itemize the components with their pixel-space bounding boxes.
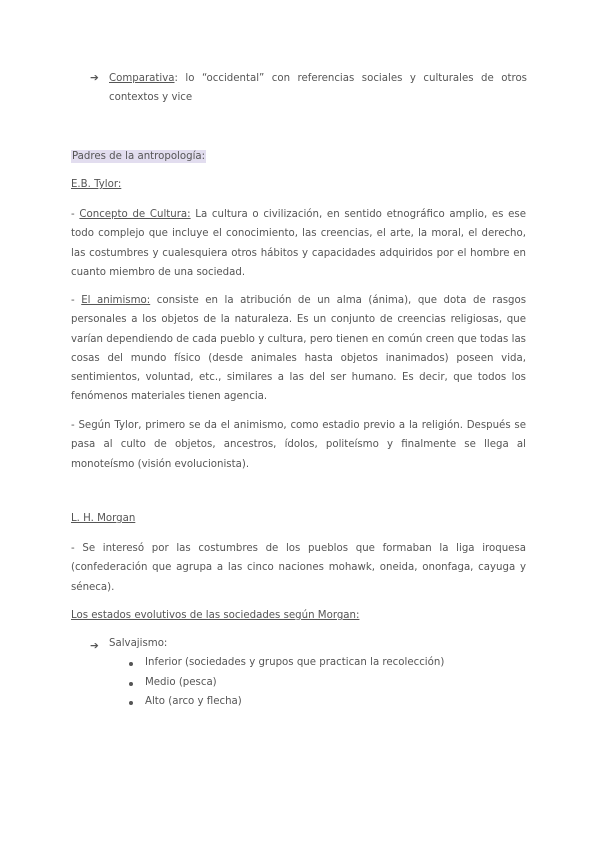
sub-item-alto: Alto (arco y flecha) — [145, 696, 242, 707]
comparativa-item — [109, 69, 527, 108]
animismo-text: consiste en la atribución de un alma (ánima), que dota de rasgos personales a los objetos de la naturaleza. Es un conjunto de creencias religiosas, que varían dependiendo de cada pueblo y cultura, pero tienen en común creen que todas las cosas del mundo físico (desde animales hasta objetos inanimados) poseen vida, sentimientos, voluntad, etc., similares a las del ser humano. Es decir, que todos los fenómenos materiales tienen agencia. — [71, 295, 527, 403]
comparativa-term: Comparativa — [109, 73, 175, 84]
comparativa-text: : lo “occidental” con referencias sociales y culturales de otros contextos y vice — [109, 73, 527, 104]
morgan-heading: L. H. Morgan — [71, 513, 136, 524]
animismo-term: El animismo: — [81, 295, 151, 306]
bullet-dot-icon — [129, 682, 133, 686]
salvajismo-item: Salvajismo: — [109, 638, 168, 649]
padres-heading — [71, 151, 206, 162]
arrow-bullet-icon: ➔ — [90, 640, 99, 652]
sub-item-medio: Medio (pesca) — [145, 677, 217, 688]
padres-heading-text: Padres de la antropología: — [72, 151, 206, 162]
concepto-cultura-term: Concepto de Cultura: — [79, 209, 191, 220]
bullet-dot-icon — [129, 701, 133, 705]
p2-prefix: - — [71, 295, 82, 306]
morgan-subheading: Los estados evolutivos de las sociedades según Morgan: — [71, 610, 360, 621]
morgan-paragraph: - Se interesó por las costumbres de los pueblos que formaban la liga iroquesa (confederación que agrupa a las cinco naciones mohawk, oneida, ononfaga, cayuga y séneca). — [71, 543, 526, 593]
arrow-bullet-icon: ➔ — [90, 72, 99, 84]
tylor-cultura-paragraph — [71, 205, 526, 282]
sub-item-inferior: Inferior (sociedades y grupos que practican la recolección) — [145, 657, 445, 668]
tylor-evolucion-paragraph: - Según Tylor, primero se da el animismo, como estadio previo a la religión. Después se pasa al culto de objetos, ancestros, ídolos, politeísmo y finalmente se llega al monoteísmo (visión evolucionista). — [71, 420, 526, 470]
tylor-animismo-paragraph — [71, 291, 526, 407]
bullet-dot-icon — [129, 662, 133, 666]
tylor-heading: E.B. Tylor: — [71, 179, 122, 190]
p1-prefix: - — [71, 209, 80, 220]
concepto-cultura-text: La cultura o civilización, en sentido etnográfico amplio, es ese todo complejo que incluye el conocimiento, las creencias, el arte, la moral, el derecho, las costumbres y cualesquiera otros hábitos y capacidades adquiridos por el hombre en cuanto miembro de una sociedad. — [71, 209, 526, 278]
